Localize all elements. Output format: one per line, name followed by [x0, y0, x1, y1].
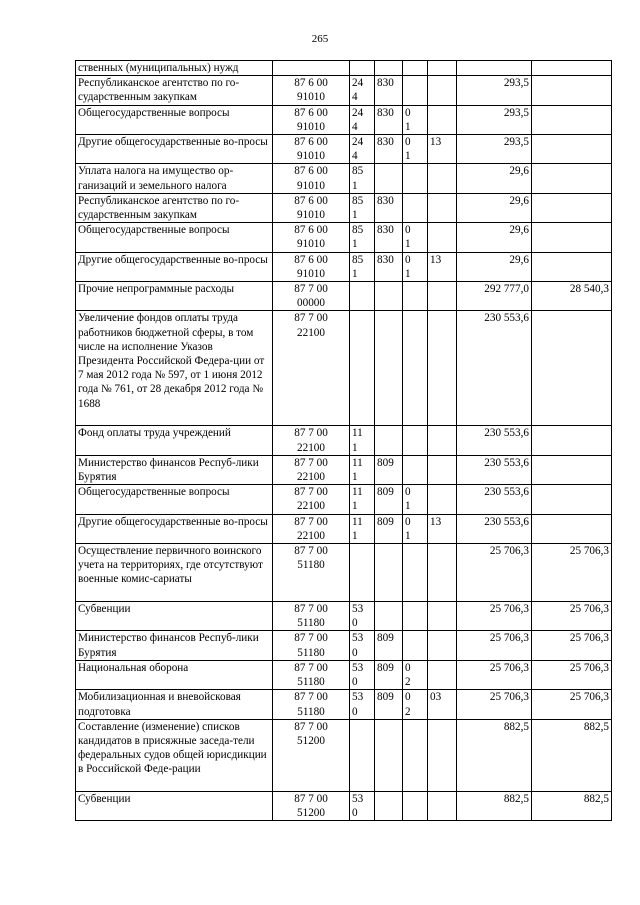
section-cell-part: 1 — [405, 120, 411, 133]
expense-type-cell-part: 53 — [352, 632, 364, 645]
expense-type-cell — [350, 252, 375, 281]
table-row — [76, 311, 612, 426]
sum-2-cell — [532, 193, 612, 222]
row-name-cell: Общегосударственные вопросы — [76, 485, 273, 514]
expense-type-cell — [350, 193, 375, 222]
sum-1-cell: 882,5 — [457, 791, 532, 820]
section-cell-part: 0 — [405, 486, 411, 499]
target-article-cell-part: 87 6 00 — [294, 77, 328, 90]
row-name-cell: Увеличение фондов оплаты труда работников бюджетной сферы, в том числе на исполнение Указов Президента Российской Федера-ции от 7 мая 2012 года № 597, от 1 июня 2012 года № 761, от 28 декабря 2012 года № 1688 — [76, 311, 273, 426]
expense-type-cell-part: 0 — [352, 617, 358, 630]
row-name-cell: Национальная оборона — [76, 660, 273, 689]
sum-2-cell — [532, 311, 612, 426]
table-row — [76, 631, 612, 660]
sum-1-cell: 25 706,3 — [457, 602, 532, 631]
target-article-cell-part: 87 7 00 — [294, 427, 328, 440]
administrator-cell: 809 — [375, 660, 403, 689]
row-name-cell: Составление (изменение) списков кандидатов в присяжные заседа-тели федеральных судов общей юрисдикции в Российской Феде-рации — [76, 719, 273, 791]
target-article-cell-part: 51180 — [297, 705, 325, 718]
expense-type-cell — [350, 223, 375, 252]
target-article-cell-part: 87 7 00 — [294, 691, 328, 704]
administrator-cell: 809 — [375, 485, 403, 514]
administrator-cell: 809 — [375, 690, 403, 719]
sum-2-cell — [532, 164, 612, 193]
subsection-cell — [428, 660, 457, 689]
row-name-cell: Мобилизационная и вневойсковая подготовка — [76, 690, 273, 719]
table-row — [76, 426, 612, 455]
administrator-cell — [375, 544, 403, 602]
sum-1-cell: 292 777,0 — [457, 282, 532, 311]
section-cell — [403, 282, 428, 311]
sum-2-cell — [532, 485, 612, 514]
expense-type-cell — [350, 61, 375, 76]
sum-1-cell: 25 706,3 — [457, 544, 532, 602]
subsection-cell — [428, 631, 457, 660]
table-row — [76, 791, 612, 820]
section-cell-part: 0 — [405, 253, 411, 266]
administrator-cell: 809 — [375, 631, 403, 660]
target-article-cell — [273, 426, 350, 455]
table-row — [76, 61, 612, 76]
administrator-cell: 809 — [375, 514, 403, 543]
expense-type-cell-part: 1 — [352, 441, 358, 454]
target-article-cell — [273, 223, 350, 252]
table-row — [76, 164, 612, 193]
target-article-cell-part: 87 7 00 — [294, 603, 328, 616]
expense-type-cell — [350, 719, 375, 791]
sum-1-cell: 29,6 — [457, 223, 532, 252]
subsection-cell — [428, 544, 457, 602]
expense-type-cell — [350, 631, 375, 660]
target-article-cell — [273, 164, 350, 193]
subsection-cell — [428, 311, 457, 426]
subsection-cell — [428, 223, 457, 252]
expense-type-cell-part: 1 — [352, 529, 358, 542]
section-cell — [403, 193, 428, 222]
target-article-cell — [273, 690, 350, 719]
table-row — [76, 660, 612, 689]
subsection-cell — [428, 426, 457, 455]
administrator-cell — [375, 602, 403, 631]
expense-type-cell-part: 0 — [352, 676, 358, 689]
sum-2-cell: 25 706,3 — [532, 690, 612, 719]
expense-type-cell-part: 85 — [352, 224, 364, 237]
section-cell — [403, 660, 428, 689]
target-article-cell — [273, 791, 350, 820]
expense-type-cell — [350, 514, 375, 543]
target-article-cell-part: 87 6 00 — [294, 136, 328, 149]
expense-type-cell-part: 85 — [352, 194, 364, 207]
sum-2-cell — [532, 455, 612, 484]
expense-type-cell-part: 53 — [352, 792, 364, 805]
target-article-cell — [273, 455, 350, 484]
table-row — [76, 485, 612, 514]
subsection-cell — [428, 193, 457, 222]
table-row — [76, 602, 612, 631]
expense-type-cell-part: 53 — [352, 691, 364, 704]
subsection-cell — [428, 485, 457, 514]
expense-type-cell-part: 4 — [352, 91, 358, 104]
sum-2-cell — [532, 135, 612, 164]
expense-type-cell-part: 11 — [352, 427, 363, 440]
section-cell — [403, 76, 428, 105]
section-cell — [403, 223, 428, 252]
target-article-cell-part: 87 7 00 — [294, 632, 328, 645]
row-name-cell: Министерство финансов Респуб-лики Бурятия — [76, 455, 273, 484]
expense-type-cell — [350, 135, 375, 164]
target-article-cell — [273, 282, 350, 311]
expense-type-cell — [350, 282, 375, 311]
table-row — [76, 135, 612, 164]
sum-1-cell: 230 553,6 — [457, 514, 532, 543]
row-name-cell: Другие общегосударственные во-просы — [76, 252, 273, 281]
budget-table — [75, 60, 612, 821]
target-article-cell — [273, 105, 350, 134]
target-article-cell-part: 22100 — [297, 529, 325, 542]
target-article-cell-part: 87 7 00 — [294, 486, 328, 499]
expense-type-cell — [350, 455, 375, 484]
table-row — [76, 690, 612, 719]
section-cell — [403, 426, 428, 455]
sum-2-cell — [532, 514, 612, 543]
target-article-cell-part: 22100 — [297, 441, 325, 454]
section-cell-part: 2 — [405, 676, 411, 689]
row-name-cell: Республиканское агентство по го-сударственным закупкам — [76, 76, 273, 105]
target-article-cell-part: 51180 — [297, 617, 325, 630]
table-row — [76, 76, 612, 105]
target-article-cell-part: 91010 — [297, 91, 325, 104]
sum-2-cell: 25 706,3 — [532, 631, 612, 660]
target-article-cell-part: 91010 — [297, 209, 325, 222]
expense-type-cell — [350, 660, 375, 689]
section-cell — [403, 544, 428, 602]
administrator-cell: 830 — [375, 193, 403, 222]
target-article-cell-part: 51200 — [297, 734, 325, 747]
expense-type-cell — [350, 690, 375, 719]
expense-type-cell — [350, 311, 375, 426]
expense-type-cell-part: 1 — [352, 500, 358, 513]
sum-1-cell: 29,6 — [457, 164, 532, 193]
sum-1-cell: 230 553,6 — [457, 426, 532, 455]
expense-type-cell — [350, 485, 375, 514]
section-cell-part: 0 — [405, 661, 411, 674]
expense-type-cell-part: 1 — [352, 267, 358, 280]
target-article-cell-part: 87 7 00 — [294, 312, 328, 325]
administrator-cell — [375, 164, 403, 193]
section-cell — [403, 455, 428, 484]
table-row — [76, 252, 612, 281]
target-article-cell — [273, 544, 350, 602]
target-article-cell-part: 51180 — [297, 559, 325, 572]
sum-1-cell: 25 706,3 — [457, 690, 532, 719]
section-cell — [403, 61, 428, 76]
target-article-cell — [273, 61, 350, 76]
section-cell — [403, 791, 428, 820]
target-article-cell — [273, 602, 350, 631]
administrator-cell — [375, 719, 403, 791]
target-article-cell — [273, 631, 350, 660]
row-name-cell: Другие общегосударственные во-просы — [76, 135, 273, 164]
section-cell — [403, 719, 428, 791]
expense-type-cell-part: 4 — [352, 150, 358, 163]
target-article-cell-part: 91010 — [297, 150, 325, 163]
sum-2-cell — [532, 426, 612, 455]
administrator-cell — [375, 426, 403, 455]
expense-type-cell-part: 11 — [352, 456, 363, 469]
expense-type-cell — [350, 164, 375, 193]
subsection-cell — [428, 282, 457, 311]
sum-2-cell: 28 540,3 — [532, 282, 612, 311]
target-article-cell-part: 87 7 00 — [294, 661, 328, 674]
table-row — [76, 193, 612, 222]
table-row — [76, 223, 612, 252]
expense-type-cell-part: 4 — [352, 120, 358, 133]
sum-1-cell: 29,6 — [457, 193, 532, 222]
section-cell — [403, 690, 428, 719]
expense-type-cell-part: 24 — [352, 136, 364, 149]
expense-type-cell-part: 85 — [352, 253, 364, 266]
subsection-cell: 03 — [428, 690, 457, 719]
target-article-cell-part: 87 7 00 — [294, 545, 328, 558]
target-article-cell — [273, 252, 350, 281]
page-number: 265 — [311, 33, 329, 45]
expense-type-cell-part: 1 — [352, 238, 358, 251]
target-article-cell — [273, 135, 350, 164]
target-article-cell — [273, 514, 350, 543]
row-name-cell: Уплата налога на имущество ор-ганизаций и земельного налога — [76, 164, 273, 193]
sum-1-cell: 882,5 — [457, 719, 532, 791]
table-row — [76, 514, 612, 543]
expense-type-cell-part: 85 — [352, 165, 364, 178]
expense-type-cell-part: 1 — [352, 179, 358, 192]
administrator-cell — [375, 791, 403, 820]
expense-type-cell — [350, 544, 375, 602]
section-cell-part: 0 — [405, 691, 411, 704]
expense-type-cell — [350, 602, 375, 631]
target-article-cell-part: 22100 — [297, 500, 325, 513]
sum-2-cell: 882,5 — [532, 791, 612, 820]
administrator-cell: 830 — [375, 135, 403, 164]
section-cell-part: 1 — [405, 238, 411, 251]
expense-type-cell-part: 24 — [352, 77, 364, 90]
administrator-cell: 830 — [375, 105, 403, 134]
target-article-cell-part: 91010 — [297, 120, 325, 133]
section-cell — [403, 514, 428, 543]
expense-type-cell-part: 1 — [352, 471, 358, 484]
subsection-cell — [428, 76, 457, 105]
expense-type-cell — [350, 791, 375, 820]
row-name-cell: Другие общегосударственные во-просы — [76, 514, 273, 543]
section-cell-part: 1 — [405, 267, 411, 280]
row-name-cell: Осуществление первичного воинского учета на территориях, где отсутствуют военные комис-сариаты — [76, 544, 273, 602]
section-cell-part: 0 — [405, 106, 411, 119]
expense-type-cell-part: 0 — [352, 705, 358, 718]
target-article-cell-part: 51180 — [297, 676, 325, 689]
expense-type-cell-part: 0 — [352, 646, 358, 659]
target-article-cell — [273, 311, 350, 426]
section-cell-part: 1 — [405, 529, 411, 542]
section-cell — [403, 252, 428, 281]
section-cell — [403, 311, 428, 426]
table-row — [76, 105, 612, 134]
sum-1-cell: 293,5 — [457, 105, 532, 134]
subsection-cell — [428, 719, 457, 791]
target-article-cell-part: 87 7 00 — [294, 792, 328, 805]
expense-type-cell-part: 11 — [352, 515, 363, 528]
administrator-cell — [375, 311, 403, 426]
administrator-cell: 830 — [375, 252, 403, 281]
expense-type-cell — [350, 105, 375, 134]
table-body — [76, 61, 612, 821]
target-article-cell — [273, 719, 350, 791]
sum-1-cell: 293,5 — [457, 76, 532, 105]
table-row — [76, 282, 612, 311]
administrator-cell: 830 — [375, 76, 403, 105]
section-cell — [403, 485, 428, 514]
target-article-cell-part: 51200 — [297, 806, 325, 819]
subsection-cell — [428, 61, 457, 76]
subsection-cell: 13 — [428, 135, 457, 164]
target-article-cell-part: 91010 — [297, 179, 325, 192]
sum-1-cell: 230 553,6 — [457, 455, 532, 484]
subsection-cell — [428, 791, 457, 820]
target-article-cell — [273, 76, 350, 105]
administrator-cell — [375, 282, 403, 311]
target-article-cell-part: 87 6 00 — [294, 165, 328, 178]
sum-2-cell — [532, 105, 612, 134]
expense-type-cell-part: 24 — [352, 106, 364, 119]
target-article-cell-part: 00000 — [297, 297, 325, 310]
subsection-cell: 13 — [428, 514, 457, 543]
expense-type-cell — [350, 426, 375, 455]
section-cell — [403, 602, 428, 631]
sum-1-cell: 29,6 — [457, 252, 532, 281]
target-article-cell — [273, 193, 350, 222]
row-name-cell: Прочие непрограммные расходы — [76, 282, 273, 311]
target-article-cell-part: 22100 — [297, 471, 325, 484]
target-article-cell-part: 87 6 00 — [294, 194, 328, 207]
section-cell-part: 1 — [405, 150, 411, 163]
target-article-cell-part: 22100 — [297, 326, 325, 339]
row-name-cell: Общегосударственные вопросы — [76, 223, 273, 252]
target-article-cell-part: 87 6 00 — [294, 253, 328, 266]
target-article-cell — [273, 485, 350, 514]
administrator-cell: 809 — [375, 455, 403, 484]
subsection-cell — [428, 105, 457, 134]
target-article-cell-part: 87 7 00 — [294, 515, 328, 528]
table-row — [76, 719, 612, 791]
target-article-cell-part: 87 6 00 — [294, 106, 328, 119]
target-article-cell-part: 87 7 00 — [294, 283, 328, 296]
section-cell-part: 0 — [405, 515, 411, 528]
target-article-cell — [273, 660, 350, 689]
sum-2-cell: 882,5 — [532, 719, 612, 791]
administrator-cell — [375, 61, 403, 76]
section-cell — [403, 105, 428, 134]
expense-type-cell — [350, 76, 375, 105]
subsection-cell — [428, 455, 457, 484]
sum-1-cell: 293,5 — [457, 135, 532, 164]
sum-1-cell: 25 706,3 — [457, 660, 532, 689]
target-article-cell-part: 87 7 00 — [294, 456, 328, 469]
section-cell — [403, 164, 428, 193]
sum-1-cell: 230 553,6 — [457, 311, 532, 426]
sum-2-cell: 25 706,3 — [532, 544, 612, 602]
row-name-cell: ственных (муниципальных) нужд — [76, 61, 273, 76]
subsection-cell — [428, 602, 457, 631]
subsection-cell — [428, 164, 457, 193]
expense-type-cell-part: 11 — [352, 486, 363, 499]
target-article-cell-part: 91010 — [297, 238, 325, 251]
section-cell-part: 0 — [405, 136, 411, 149]
target-article-cell-part: 91010 — [297, 267, 325, 280]
section-cell — [403, 135, 428, 164]
sum-2-cell — [532, 252, 612, 281]
sum-2-cell: 25 706,3 — [532, 660, 612, 689]
section-cell — [403, 631, 428, 660]
section-cell-part: 1 — [405, 500, 411, 513]
expense-type-cell-part: 53 — [352, 603, 364, 616]
sum-2-cell — [532, 61, 612, 76]
sum-1-cell: 230 553,6 — [457, 485, 532, 514]
row-name-cell: Министерство финансов Респуб-лики Бурятия — [76, 631, 273, 660]
section-cell-part: 2 — [405, 705, 411, 718]
sum-1-cell: 25 706,3 — [457, 631, 532, 660]
row-name-cell: Общегосударственные вопросы — [76, 105, 273, 134]
expense-type-cell-part: 1 — [352, 209, 358, 222]
row-name-cell: Фонд оплаты труда учреждений — [76, 426, 273, 455]
row-name-cell: Субвенции — [76, 791, 273, 820]
administrator-cell: 830 — [375, 223, 403, 252]
table-row — [76, 455, 612, 484]
target-article-cell-part: 87 7 00 — [294, 720, 328, 733]
sum-1-cell — [457, 61, 532, 76]
row-name-cell: Республиканское агентство по го-сударственным закупкам — [76, 193, 273, 222]
sum-2-cell — [532, 76, 612, 105]
row-name-cell: Субвенции — [76, 602, 273, 631]
target-article-cell-part: 87 6 00 — [294, 224, 328, 237]
expense-type-cell-part: 0 — [352, 806, 358, 819]
expense-type-cell-part: 53 — [352, 661, 364, 674]
subsection-cell: 13 — [428, 252, 457, 281]
sum-2-cell: 25 706,3 — [532, 602, 612, 631]
sum-2-cell — [532, 223, 612, 252]
section-cell-part: 0 — [405, 224, 411, 237]
table-row — [76, 544, 612, 602]
target-article-cell-part: 51180 — [297, 646, 325, 659]
